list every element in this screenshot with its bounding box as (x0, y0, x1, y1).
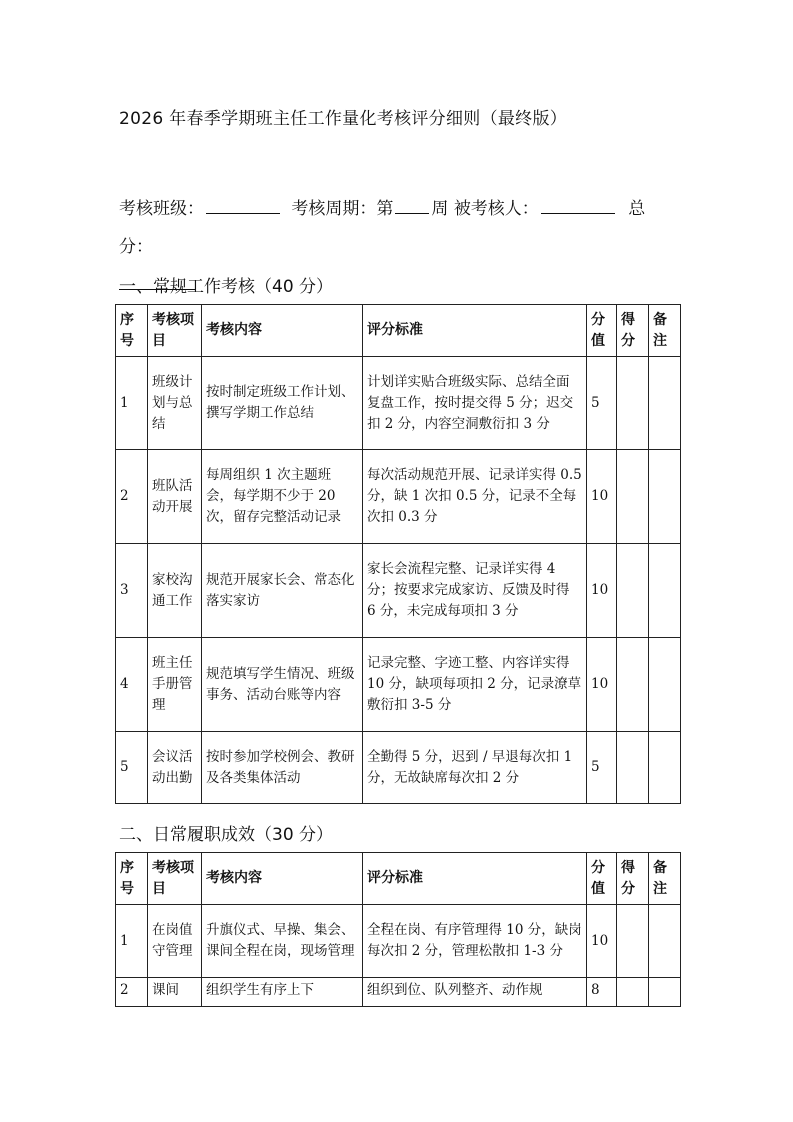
row-content: 规范开展家长会、常态化落实家访 (202, 544, 363, 638)
row-value: 5 (587, 357, 617, 450)
row-no: 4 (116, 638, 148, 732)
row-value: 5 (587, 732, 617, 804)
table-row (116, 905, 681, 978)
row-no: 2 (116, 450, 148, 544)
header-standard: 评分标准 (363, 305, 587, 357)
row-no: 5 (116, 732, 148, 804)
row-note-cell[interactable] (649, 357, 681, 450)
row-content: 规范填写学生情况、班级事务、活动台账等内容 (202, 638, 363, 732)
assessee-label: 被考核人： (453, 199, 539, 219)
class-label: 考核班级： (119, 199, 204, 219)
row-score-cell[interactable] (617, 732, 649, 804)
header-note: 备注 (649, 853, 681, 905)
row-item: 班级计划与总结 (148, 357, 202, 450)
row-standard: 计划详实贴合班级实际、总结全面复盘工作，按时提交得 5 分；迟交扣 2 分，内容空洞敷衍扣 3 分 (363, 357, 587, 450)
row-item: 班主任手册管理 (148, 638, 202, 732)
header-no: 序号 (116, 853, 148, 905)
header-content: 考核内容 (202, 305, 363, 357)
section-title-routine: 一、常规工作考核（40 分） (119, 277, 334, 297)
row-value: 10 (587, 450, 617, 544)
header-value: 分值 (587, 853, 617, 905)
row-content: 组织学生有序上下 (202, 978, 363, 1007)
row-value: 10 (587, 544, 617, 638)
header-score: 得分 (617, 853, 649, 905)
row-item: 班队活动开展 (148, 450, 202, 544)
row-score-cell[interactable] (617, 905, 649, 978)
row-value: 10 (587, 638, 617, 732)
table-row (116, 732, 681, 804)
week-suffix: 周 (431, 199, 449, 219)
row-item: 会议活动出勤 (148, 732, 202, 804)
row-note-cell[interactable] (649, 905, 681, 978)
row-content: 每周组织 1 次主题班会，每学期不少于 20 次，留存完整活动记录 (202, 450, 363, 544)
table-row (116, 544, 681, 638)
document-title: 2026 年春季学期班主任工作量化考核评分细则（最终版） (119, 109, 568, 129)
class-blank[interactable] (206, 195, 280, 214)
table-header-row (116, 305, 681, 357)
row-item: 课间 (148, 978, 202, 1007)
row-standard: 全勤得 5 分，迟到 / 早退每次扣 1 分，无故缺席每次扣 2 分 (363, 732, 587, 804)
table-row (116, 357, 681, 450)
table-row (116, 978, 681, 1007)
header-content: 考核内容 (202, 853, 363, 905)
header-item: 考核项目 (148, 853, 202, 905)
row-note-cell[interactable] (649, 732, 681, 804)
row-content: 升旗仪式、早操、集会、课间全程在岗，现场管理 (202, 905, 363, 978)
table-row (116, 450, 681, 544)
row-standard: 全程在岗、有序管理得 10 分，缺岗每次扣 2 分，管理松散扣 1-3 分 (363, 905, 587, 978)
row-no: 1 (116, 905, 148, 978)
header-item: 考核项目 (148, 305, 202, 357)
routine-work-table (115, 304, 681, 804)
daily-duty-table (115, 852, 681, 1007)
row-score-cell[interactable] (617, 638, 649, 732)
row-standard: 家长会流程完整、记录详实得 4 分；按要求完成家访、反馈及时得 6 分，未完成每项扣 3 分 (363, 544, 587, 638)
row-score-cell[interactable] (617, 978, 649, 1007)
header-no: 序号 (116, 305, 148, 357)
row-content: 按时参加学校例会、教研及各类集体活动 (202, 732, 363, 804)
row-value: 10 (587, 905, 617, 978)
header-value: 分值 (587, 305, 617, 357)
row-score-cell[interactable] (617, 544, 649, 638)
period-label: 考核周期：第 (291, 199, 394, 219)
total-label: 总分： (119, 199, 646, 257)
assessee-blank[interactable] (541, 195, 615, 214)
header-score: 得分 (617, 305, 649, 357)
row-note-cell[interactable] (649, 450, 681, 544)
row-note-cell[interactable] (649, 978, 681, 1007)
row-item: 家校沟通工作 (148, 544, 202, 638)
row-standard: 组织到位、队列整齐、动作规 (363, 978, 587, 1007)
row-note-cell[interactable] (649, 638, 681, 732)
row-item: 在岗值守管理 (148, 905, 202, 978)
row-note-cell[interactable] (649, 544, 681, 638)
week-blank[interactable] (395, 195, 429, 214)
row-no: 1 (116, 357, 148, 450)
row-no: 2 (116, 978, 148, 1007)
row-no: 3 (116, 544, 148, 638)
row-score-cell[interactable] (617, 357, 649, 450)
row-score-cell[interactable] (617, 450, 649, 544)
row-content: 按时制定班级工作计划、撰写学期工作总结 (202, 357, 363, 450)
table-row (116, 638, 681, 732)
table-header-row (116, 853, 681, 905)
row-standard: 记录完整、字迹工整、内容详实得 10 分，缺项每项扣 2 分，记录潦草敷衍扣 3-5 分 (363, 638, 587, 732)
row-standard: 每次活动规范开展、记录详实得 0.5 分，缺 1 次扣 0.5 分，记录不全每次扣 0.3 分 (363, 450, 587, 544)
header-standard: 评分标准 (363, 853, 587, 905)
header-note: 备注 (649, 305, 681, 357)
row-value: 8 (587, 978, 617, 1007)
section-title-daily: 二、日常履职成效（30 分） (119, 825, 334, 845)
